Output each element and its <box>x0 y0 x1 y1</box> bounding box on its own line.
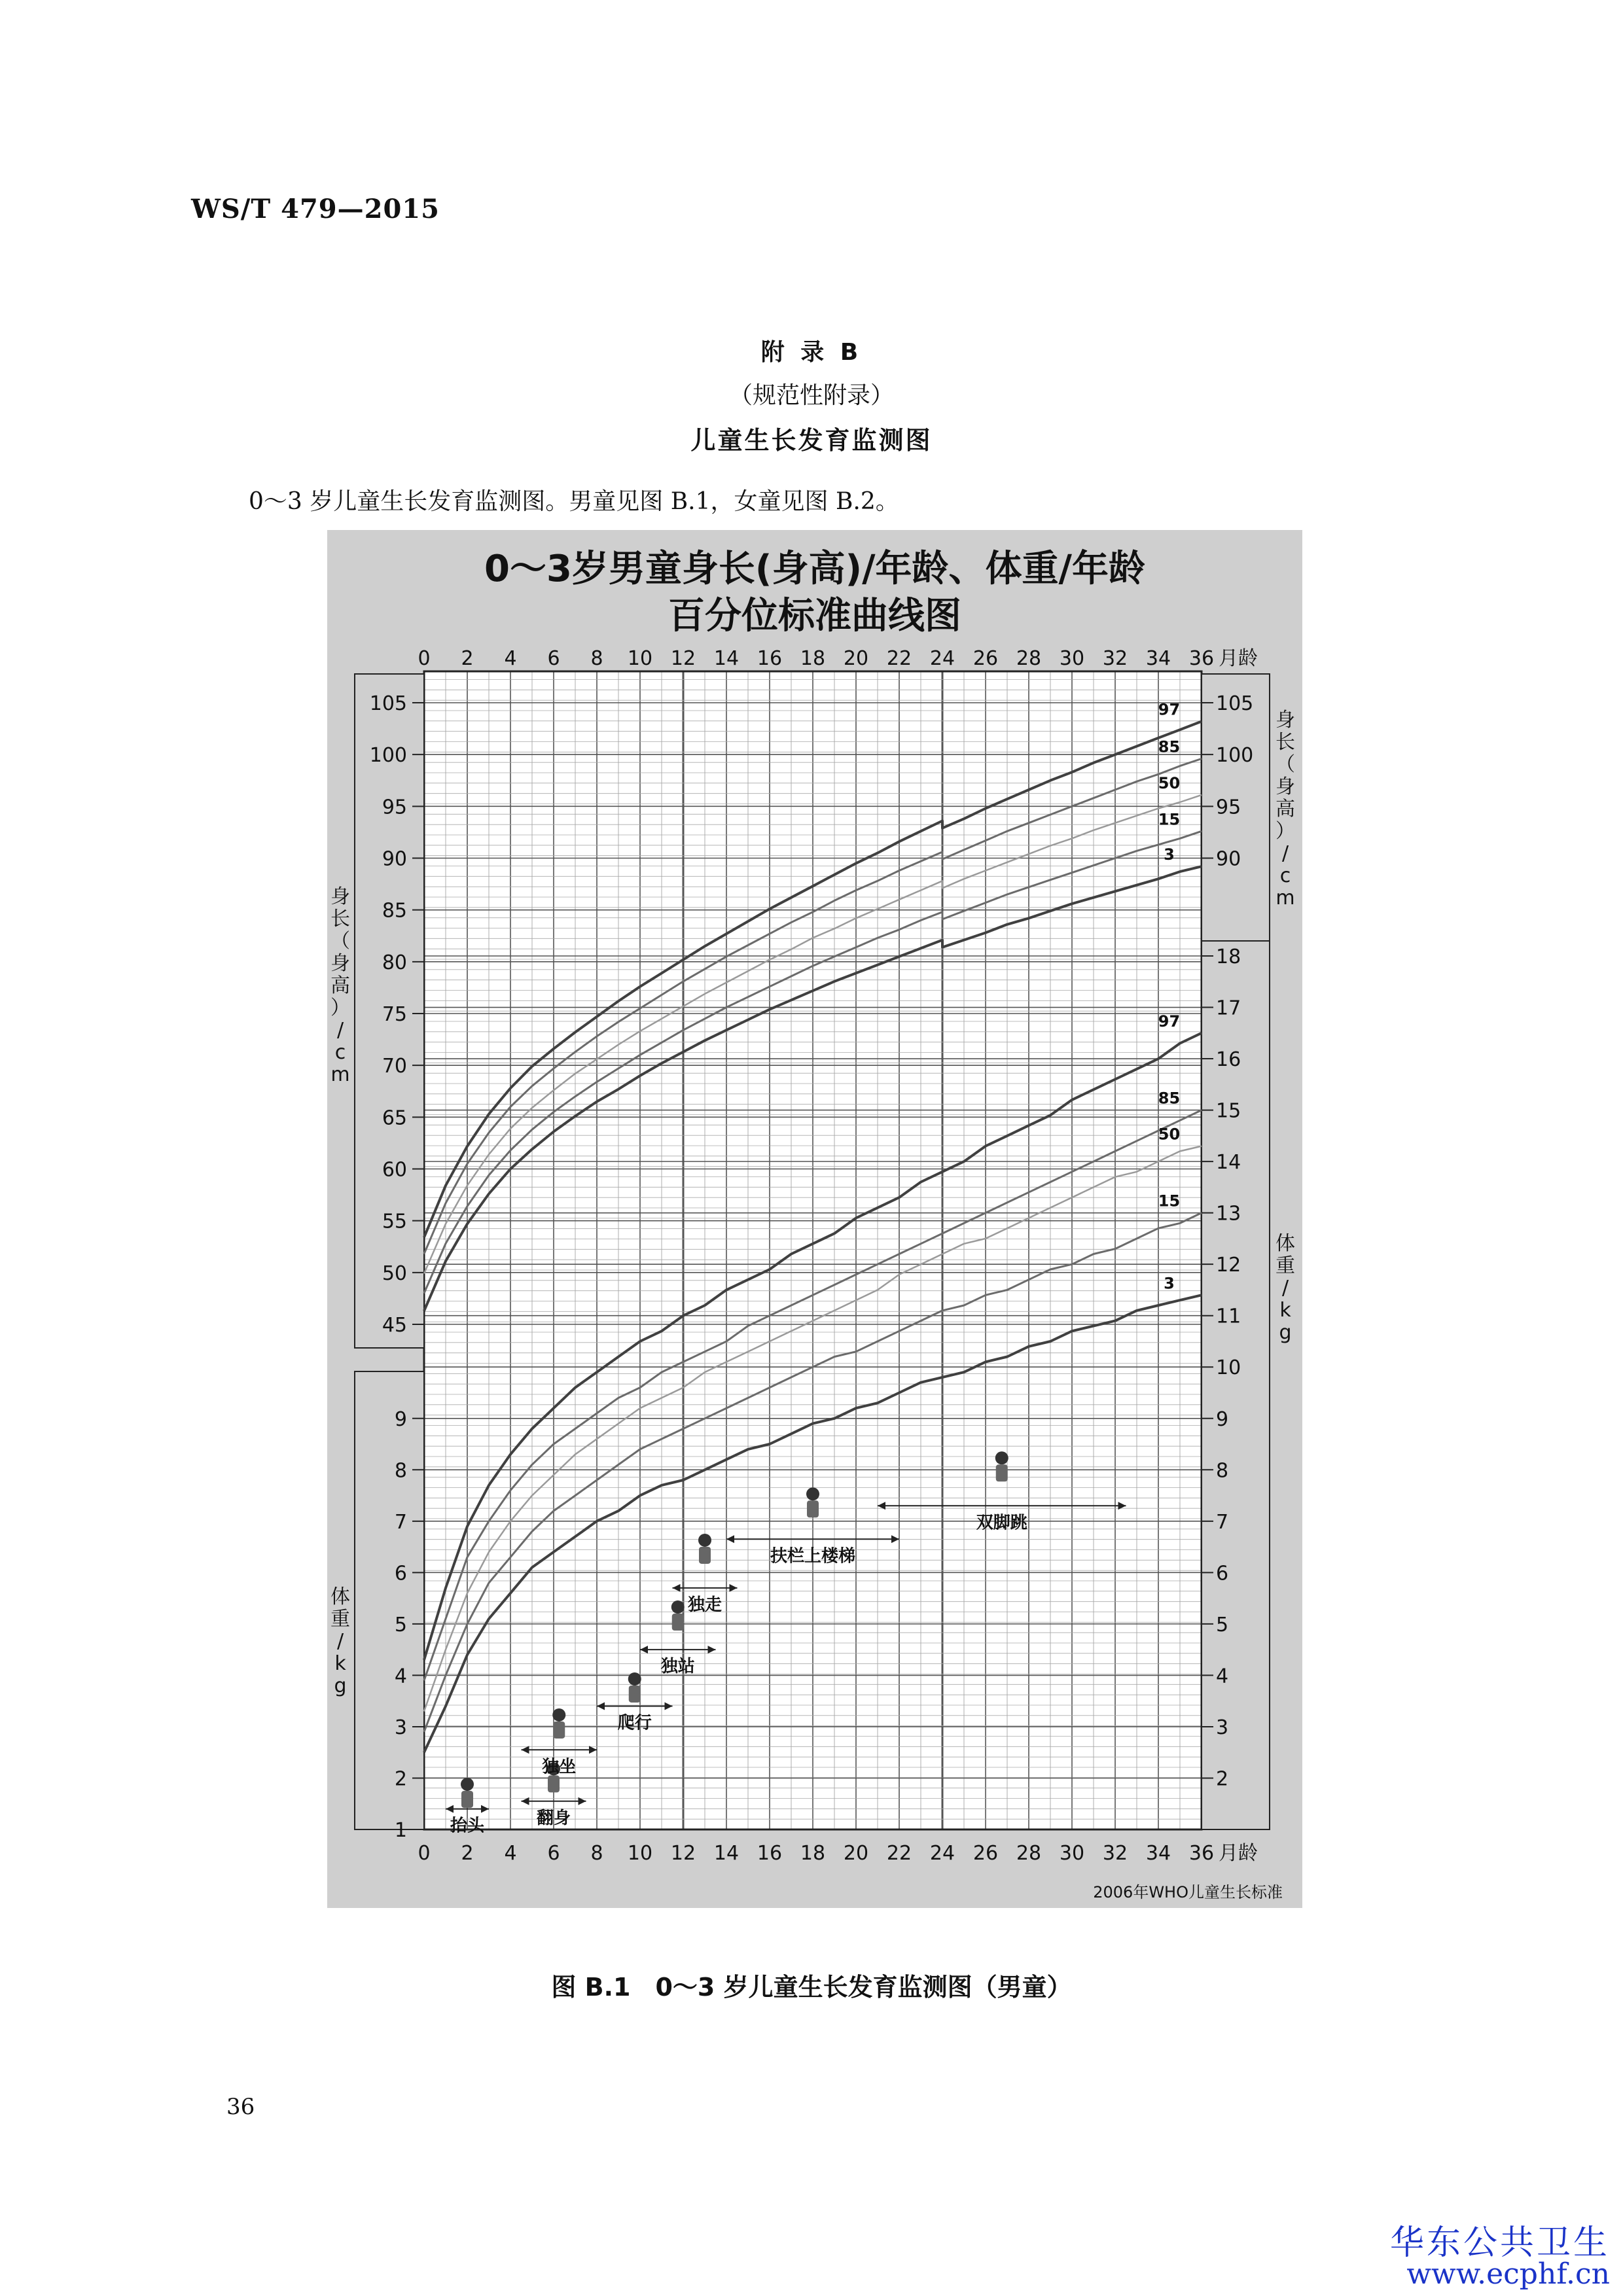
x-tick-label-bottom: 2 <box>461 1842 474 1865</box>
x-tick-label-bottom: 12 <box>670 1842 696 1865</box>
svg-text:/: / <box>1281 842 1289 865</box>
svg-text:c: c <box>1279 864 1291 887</box>
y-tick-label-weight-right: 2 <box>1216 1767 1229 1791</box>
child-figure-icon <box>629 1686 641 1703</box>
milestone-label: 扶栏上楼梯 <box>770 1546 856 1566</box>
x-tick-label-top: 20 <box>843 647 869 670</box>
child-figure-icon <box>806 1487 819 1500</box>
y-tick-label-length-left: 45 <box>382 1314 407 1337</box>
y-tick-label-weight-left: 6 <box>394 1562 407 1585</box>
svg-text:高: 高 <box>1275 798 1295 821</box>
child-figure-icon <box>461 1778 474 1791</box>
x-tick-label-top: 34 <box>1145 647 1171 670</box>
svg-text:/: / <box>336 1019 344 1042</box>
growth-chart <box>327 530 1302 1908</box>
x-tick-label-bottom: 34 <box>1145 1842 1171 1865</box>
y-tick-label-weight-left: 4 <box>394 1665 407 1688</box>
figure-caption: 图 B.1 0～3 岁儿童生长发育监测图（男童） <box>551 1973 1072 2002</box>
x-axis-label-top: 月龄 <box>1219 647 1258 670</box>
y-tick-label-weight-right: 10 <box>1216 1356 1241 1380</box>
child-figure-icon <box>996 1464 1008 1481</box>
y-tick-label-length-left: 90 <box>382 847 407 871</box>
y-tick-label-weight-right: 18 <box>1216 945 1241 968</box>
length-percentile-label: 85 <box>1158 737 1181 756</box>
milestone-label: 抬头 <box>450 1816 485 1836</box>
x-tick-label-top: 12 <box>670 647 696 670</box>
x-tick-label-bottom: 10 <box>627 1842 653 1865</box>
svg-text:长: 长 <box>1275 731 1295 754</box>
y-axis-label-weight-right <box>1275 1232 1295 1344</box>
child-figure-icon <box>553 1722 565 1739</box>
x-tick-label-top: 8 <box>590 647 603 670</box>
watermark-url: www.ecphf.cn <box>1406 2257 1610 2291</box>
x-tick-label-top: 22 <box>886 647 912 670</box>
x-tick-label-bottom: 32 <box>1102 1842 1128 1865</box>
appendix-type: （规范性附录） <box>728 382 894 409</box>
milestone-label: 独坐 <box>542 1757 577 1777</box>
length-percentile-label: 3 <box>1164 845 1175 864</box>
svg-text:）: ） <box>1275 820 1295 843</box>
x-tick-label-top: 14 <box>713 647 740 670</box>
x-tick-label-bottom: 18 <box>800 1842 826 1865</box>
x-tick-label-bottom: 28 <box>1016 1842 1042 1865</box>
y-tick-label-weight-right: 4 <box>1216 1665 1229 1688</box>
svg-text:身: 身 <box>330 952 350 975</box>
weight-percentile-label: 3 <box>1164 1274 1175 1293</box>
x-tick-label-top: 28 <box>1016 647 1042 670</box>
y-tick-label-length-left: 65 <box>382 1106 407 1130</box>
x-tick-label-top: 30 <box>1059 647 1085 670</box>
x-tick-label-bottom: 24 <box>929 1842 955 1865</box>
child-figure-icon <box>552 1708 565 1722</box>
x-tick-label-bottom: 0 <box>418 1842 431 1865</box>
y-tick-label-length-left: 85 <box>382 899 407 923</box>
svg-text:体: 体 <box>1275 1232 1295 1255</box>
x-tick-label-bottom: 20 <box>843 1842 869 1865</box>
x-tick-label-top: 2 <box>461 647 474 670</box>
svg-text:m: m <box>330 1063 350 1086</box>
x-tick-label-top: 18 <box>800 647 826 670</box>
svg-text:身: 身 <box>1275 775 1295 798</box>
x-tick-label-top: 16 <box>757 647 783 670</box>
appendix-title: 附 录 B <box>760 339 863 366</box>
svg-text:c: c <box>334 1041 346 1064</box>
y-tick-label-weight-left: 2 <box>394 1767 407 1791</box>
milestone-label: 独走 <box>687 1595 722 1615</box>
child-figure-icon <box>995 1451 1008 1464</box>
x-tick-label-top: 4 <box>504 647 517 670</box>
x-tick-label-bottom: 16 <box>757 1842 783 1865</box>
y-tick-label-weight-left: 9 <box>394 1407 407 1431</box>
y-tick-label-length-right: 100 <box>1216 744 1254 768</box>
child-figure-icon <box>699 1547 711 1564</box>
y-tick-label-weight-left: 1 <box>394 1819 407 1842</box>
y-tick-label-weight-right: 3 <box>1216 1716 1229 1739</box>
watermark-text: 华东公共卫生 <box>1389 2223 1610 2263</box>
intro-paragraph: 0～3 岁儿童生长发育监测图。男童见图 B.1，女童见图 B.2。 <box>249 488 899 515</box>
child-figure-icon <box>672 1614 684 1631</box>
svg-text:k: k <box>334 1652 346 1675</box>
y-tick-label-weight-left: 5 <box>394 1613 407 1636</box>
x-tick-label-bottom: 14 <box>713 1842 740 1865</box>
growth-chart-panel <box>327 530 1302 1908</box>
left-weight-scale-box <box>355 1371 424 1829</box>
svg-text:g: g <box>1279 1321 1292 1344</box>
y-tick-label-weight-left: 7 <box>394 1510 407 1534</box>
y-tick-label-weight-right: 11 <box>1216 1305 1241 1328</box>
y-tick-label-weight-right: 7 <box>1216 1510 1229 1534</box>
svg-text:高: 高 <box>330 974 350 997</box>
child-figure-icon <box>698 1534 711 1547</box>
svg-text:（: （ <box>1275 753 1295 776</box>
weight-percentile-label: 85 <box>1158 1089 1181 1108</box>
svg-text:/: / <box>1281 1277 1289 1299</box>
x-axis-label-bottom: 月龄 <box>1219 1842 1258 1865</box>
page-number: 36 <box>226 2094 255 2120</box>
y-tick-label-weight-right: 5 <box>1216 1613 1229 1636</box>
child-figure-icon <box>461 1791 473 1808</box>
child-figure-icon <box>807 1500 819 1517</box>
svg-text:身: 身 <box>1275 709 1295 732</box>
y-tick-label-length-left: 100 <box>369 744 407 768</box>
y-tick-label-weight-right: 8 <box>1216 1459 1229 1483</box>
child-figure-icon <box>671 1600 685 1614</box>
svg-text:身: 身 <box>330 885 350 908</box>
x-tick-label-top: 26 <box>972 647 999 670</box>
svg-text:/: / <box>336 1630 344 1653</box>
x-tick-label-top: 24 <box>929 647 955 670</box>
y-axis-label-length-right <box>1275 709 1295 910</box>
x-tick-label-bottom: 30 <box>1059 1842 1085 1865</box>
x-tick-label-top: 36 <box>1188 647 1215 670</box>
y-axis-label-weight-left <box>330 1585 350 1697</box>
child-figure-icon <box>628 1672 641 1686</box>
x-tick-label-top: 6 <box>547 647 560 670</box>
milestone-label: 爬行 <box>617 1713 652 1733</box>
y-tick-label-weight-left: 8 <box>394 1459 407 1483</box>
y-tick-label-weight-left: 3 <box>394 1716 407 1739</box>
document-id: WS/T 479—2015 <box>191 194 440 224</box>
child-figure-icon <box>548 1775 560 1792</box>
y-tick-label-weight-right: 16 <box>1216 1048 1241 1072</box>
length-percentile-label: 15 <box>1158 810 1181 829</box>
y-tick-label-length-left: 55 <box>382 1210 407 1233</box>
x-tick-label-bottom: 26 <box>972 1842 999 1865</box>
svg-text:体: 体 <box>330 1585 350 1608</box>
x-tick-label-bottom: 22 <box>886 1842 912 1865</box>
y-axis-label-length-left <box>330 885 350 1086</box>
y-tick-label-length-left: 50 <box>382 1262 407 1285</box>
length-percentile-label: 50 <box>1158 773 1181 792</box>
x-tick-label-bottom: 8 <box>590 1842 603 1865</box>
svg-text:重: 重 <box>1275 1254 1295 1277</box>
x-tick-label-bottom: 36 <box>1188 1842 1215 1865</box>
y-tick-label-length-left: 105 <box>369 692 407 715</box>
y-tick-label-weight-right: 15 <box>1216 1099 1241 1123</box>
y-tick-label-length-left: 70 <box>382 1055 407 1078</box>
y-tick-label-length-right: 95 <box>1216 796 1241 819</box>
y-tick-label-length-right: 90 <box>1216 847 1241 871</box>
weight-percentile-label: 50 <box>1158 1125 1181 1144</box>
y-tick-label-weight-right: 6 <box>1216 1562 1229 1585</box>
x-tick-label-bottom: 4 <box>504 1842 517 1865</box>
chart-title-line1: 0～3岁男童身长(身高)/年龄、体重/年龄 <box>484 548 1146 590</box>
svg-text:）: ） <box>330 997 350 1019</box>
x-tick-label-top: 32 <box>1102 647 1128 670</box>
y-tick-label-weight-right: 9 <box>1216 1407 1229 1431</box>
chart-title-line2: 百分位标准曲线图 <box>668 595 961 637</box>
appendix-name: 儿童生长发育监测图 <box>690 426 933 455</box>
weight-percentile-label: 97 <box>1158 1012 1181 1031</box>
y-tick-label-weight-right: 14 <box>1216 1151 1241 1174</box>
y-tick-label-weight-right: 17 <box>1216 997 1241 1020</box>
svg-text:g: g <box>334 1674 347 1697</box>
y-tick-label-weight-right: 12 <box>1216 1254 1241 1277</box>
right-weight-scale-box <box>1202 941 1270 1829</box>
milestone-label: 独站 <box>660 1657 695 1677</box>
svg-text:m: m <box>1275 887 1295 910</box>
source-note: 2006年WHO儿童生长标准 <box>1093 1883 1283 1901</box>
length-percentile-label: 97 <box>1158 700 1181 719</box>
milestone-label: 翻身 <box>536 1808 571 1828</box>
y-tick-label-weight-right: 13 <box>1216 1202 1241 1226</box>
y-tick-label-length-left: 95 <box>382 796 407 819</box>
x-tick-label-top: 0 <box>418 647 431 670</box>
y-tick-label-length-right: 105 <box>1216 692 1254 715</box>
x-tick-label-top: 10 <box>627 647 653 670</box>
svg-text:（: （ <box>330 930 350 953</box>
weight-percentile-label: 15 <box>1158 1192 1181 1210</box>
x-tick-label-bottom: 6 <box>547 1842 560 1865</box>
svg-text:k: k <box>1279 1299 1291 1322</box>
svg-text:长: 长 <box>330 908 350 930</box>
y-tick-label-length-left: 60 <box>382 1158 407 1182</box>
y-tick-label-length-left: 75 <box>382 1003 407 1026</box>
milestone-label: 双脚跳 <box>976 1513 1027 1533</box>
y-tick-label-length-left: 80 <box>382 951 407 974</box>
svg-text:重: 重 <box>330 1608 350 1631</box>
